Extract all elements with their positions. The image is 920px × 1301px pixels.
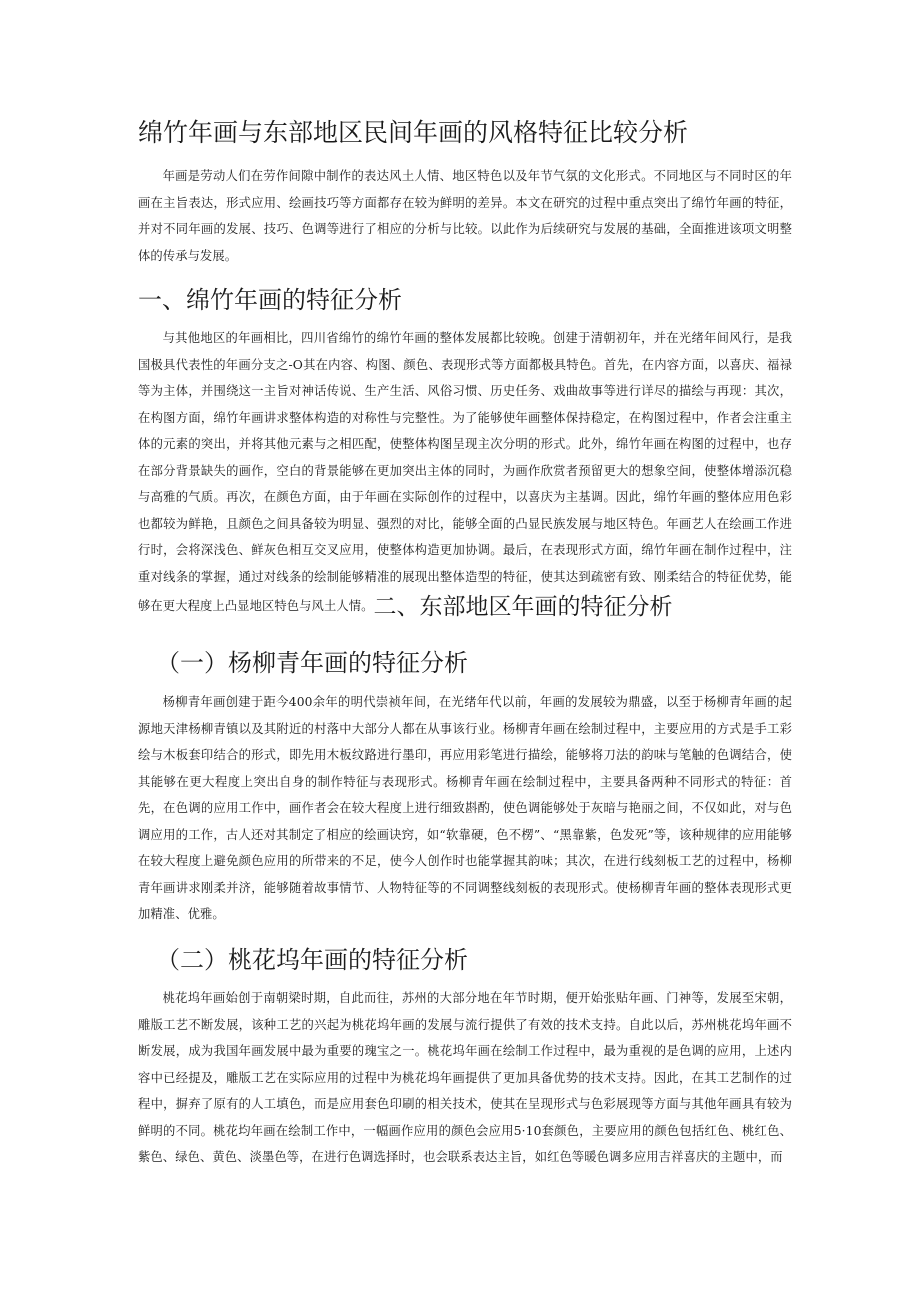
document-title: 绵竹年画与东部地区民间年画的风格特征比较分析 <box>138 118 689 147</box>
section-1-body: 与其他地区的年画相比，四川省绵竹的绵竹年画的整体发展都比较晚。创建于清朝初年，并在光绪年间风行，是我国极具代表性的年画分支之-O其在内容、构图、颜色、表现形式等方面都极具特色。首先，在内容方面，以喜庆、福禄等为主体，并围绕这一主旨对神话传说、生产生活、风俗习惯、历史任务、戏曲故事等进行详尽的描绘与再现：其次，在构图方面，绵竹年画讲求整体构造的对称性与完整性。为了能够使年画整体保持稳定，在构图过程中，作者会注重主体的元素的突出，并将其他元素与之相匹配，使整体构图呈现主次分明的形式。此外，绵竹年画在构图的过程中，也存在部分背景缺失的画作，空白的背景能够在更加突出主体的同时，为画作欣赏者预留更大的想象空间，使整体增添沉稳与高雅的气质。再次，在颜色方面，由于年画在实际创作的过程中，以喜庆为主基调。因此，绵竹年画的整体应用色彩也都较为鲜艳，且颜色之间具备较为明显、强烈的对比，能够全面的凸显民族发展与地区特色。年画艺人在绘画工作进行时，会将深浅色、鲜灰色相互交叉应用，使整体构造更加协调。最后，在表现形式方面，绵竹年画在制作过程中，注重对线条的掌握，通过对线条的绘制能够精准的展现出整体造型的特征，使其达到疏密有致、刚柔结合的特征优势，能够在更大程度上凸显地区特色与风土人情。 <box>138 331 792 613</box>
subsection-1-paragraph: 杨柳青年画创建于距今400余年的明代崇祯年间，在光绪年代以前，年画的发展较为鼎盛，以至于杨柳青年画的起源地天津杨柳青镇以及其附近的村落中大部分人都在从事该行业。杨柳青年画在绘制过程中，主要应用的方式是手工彩绘与木板套印结合的形式，即先用木板纹路进行墨印，再应用彩笔进行描绘，能够将刀法的韵味与笔触的色调结合，使其能够在更大程度上突出自身的制作特征与表现形式。杨柳青年画在绘制过程中，主要具备两种不同形式的特征：首先，在色调的应用工作中，画作者会在较大程度上进行细致斟酌，使色调能够处于灰暗与艳丽之间，不仅如此，对与色调应用的工作，古人还对其制定了相应的绘画诀窍，如“软靠硬，色不楞”、“黑靠紫，色发死”等，该种规律的应用能够在较大程度上避免颜色应用的所带来的不足，使今人创作时也能掌握其韵味；其次，在进行线刻板工艺的过程中，杨柳青年画讲求刚柔并济，能够随着故事情节、人物特征等的不同调整线刻板的表现形式。使杨柳青年画的整体表现形式更加精准、优雅。 <box>138 695 792 921</box>
section-1-paragraph <box>138 325 792 620</box>
section-2-heading: 二、东部地区年画的特征分析 <box>373 594 673 620</box>
subsection-2-heading: （二）桃花坞年画的特征分析 <box>156 946 468 974</box>
section-1-heading: 一、绵竹年画的特征分析 <box>138 286 402 314</box>
subsection-1-heading: （一）杨柳青年画的特征分析 <box>156 649 468 677</box>
subsection-2-paragraph: 桃花坞年画始创于南朝梁时期，自此而往，苏州的大部分地在年节时期，便开始张贴年画、门神等，发展至宋朝，雕版工艺不断发展，该种工艺的兴起为桃花坞年画的发展与流行提供了有效的技术支持。自此以后，苏州桃花坞年画不断发展，成为我国年画发展中最为重要的瑰宝之一。桃花坞年画在绘制工作过程中，最为重视的是色调的应用，上述内容中已经提及，雕版工艺在实际应用的过程中为桃花坞年画提供了更加具备优势的技术支持。因此，在其工艺制作的过程中，摒弃了原有的人工填色，而是应用套色印刷的相关技术，使其在呈现形式与色彩展现等方面与其他年画具有较为鲜明的不同。桃花均年画在绘制工作中，一幅画作应用的颜色会应用5·10套颜色，主要应用的颜色包括红色、桃红色、紫色、绿色、黄色、淡墨色等，在进行色调选择时，也会联系表达主旨，如红色等暖色调多应用吉祥喜庆的主题中，而 <box>138 991 792 1164</box>
intro-paragraph: 年画是劳动人们在劳作间隙中制作的表达风土人情、地区特色以及年节气氛的文化形式。不同地区与不同时区的年画在主旨表达，形式应用、绘画技巧等方面都存在较为鲜明的差异。本文在研究的过程中重点突出了绵竹年画的特征，并对不同年画的发展、技巧、色调等进行了相应的分析与比较。以此作为后续研究与发展的基础，全面推进该项文明整体的传承与发展。 <box>138 169 792 263</box>
